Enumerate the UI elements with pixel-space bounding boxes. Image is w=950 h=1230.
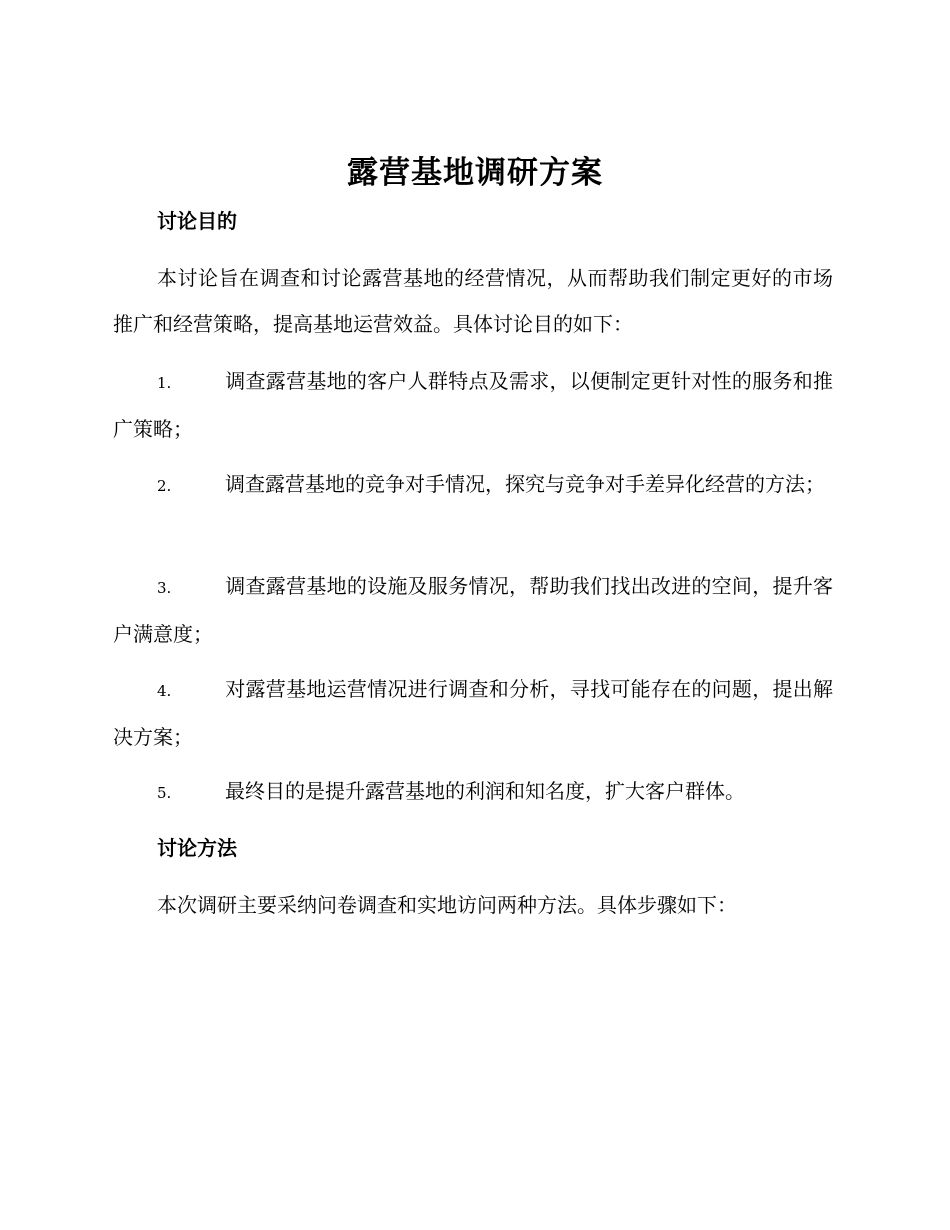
document-title: 露营基地调研方案 xyxy=(347,155,603,191)
list-item-text: 最终目的是提升露营基地的利润和知名度，扩大客户群体。 xyxy=(225,779,745,803)
list-item-text: 调查露营基地的设施及服务情况，帮助我们找出改进的空间，提升客户满意度； xyxy=(113,574,833,646)
section-heading-method: 讨论方法 xyxy=(157,836,237,860)
purpose-intro-paragraph: 本讨论旨在调查和讨论露营基地的经营情况，从而帮助我们制定更好的市场推广和经营策略，提高基地运营效益。具体讨论目的如下： xyxy=(113,266,833,336)
list-item-text: 调查露营基地的客户人群特点及需求，以便制定更针对性的服务和推广策略； xyxy=(113,369,833,441)
list-item xyxy=(113,768,833,816)
list-item-number: 1. xyxy=(157,374,172,392)
list-item xyxy=(113,563,833,657)
list-item-text: 对露营基地运营情况进行调查和分析，寻找可能存在的问题，提出解决方案； xyxy=(113,677,833,749)
list-item-number: 2. xyxy=(157,477,172,495)
section-heading-purpose: 讨论目的 xyxy=(157,209,237,233)
method-intro-paragraph: 本次调研主要采纳问卷调查和实地访问两种方法。具体步骤如下： xyxy=(157,893,737,917)
list-item-number: 5. xyxy=(157,784,172,802)
list-item-number: 4. xyxy=(157,682,172,700)
list-item xyxy=(113,666,833,760)
list-item-text: 调查露营基地的竞争对手情况，探究与竞争对手差异化经营的方法； xyxy=(225,472,825,496)
list-item-number: 3. xyxy=(157,579,172,597)
list-item xyxy=(113,461,833,509)
list-item xyxy=(113,358,833,452)
